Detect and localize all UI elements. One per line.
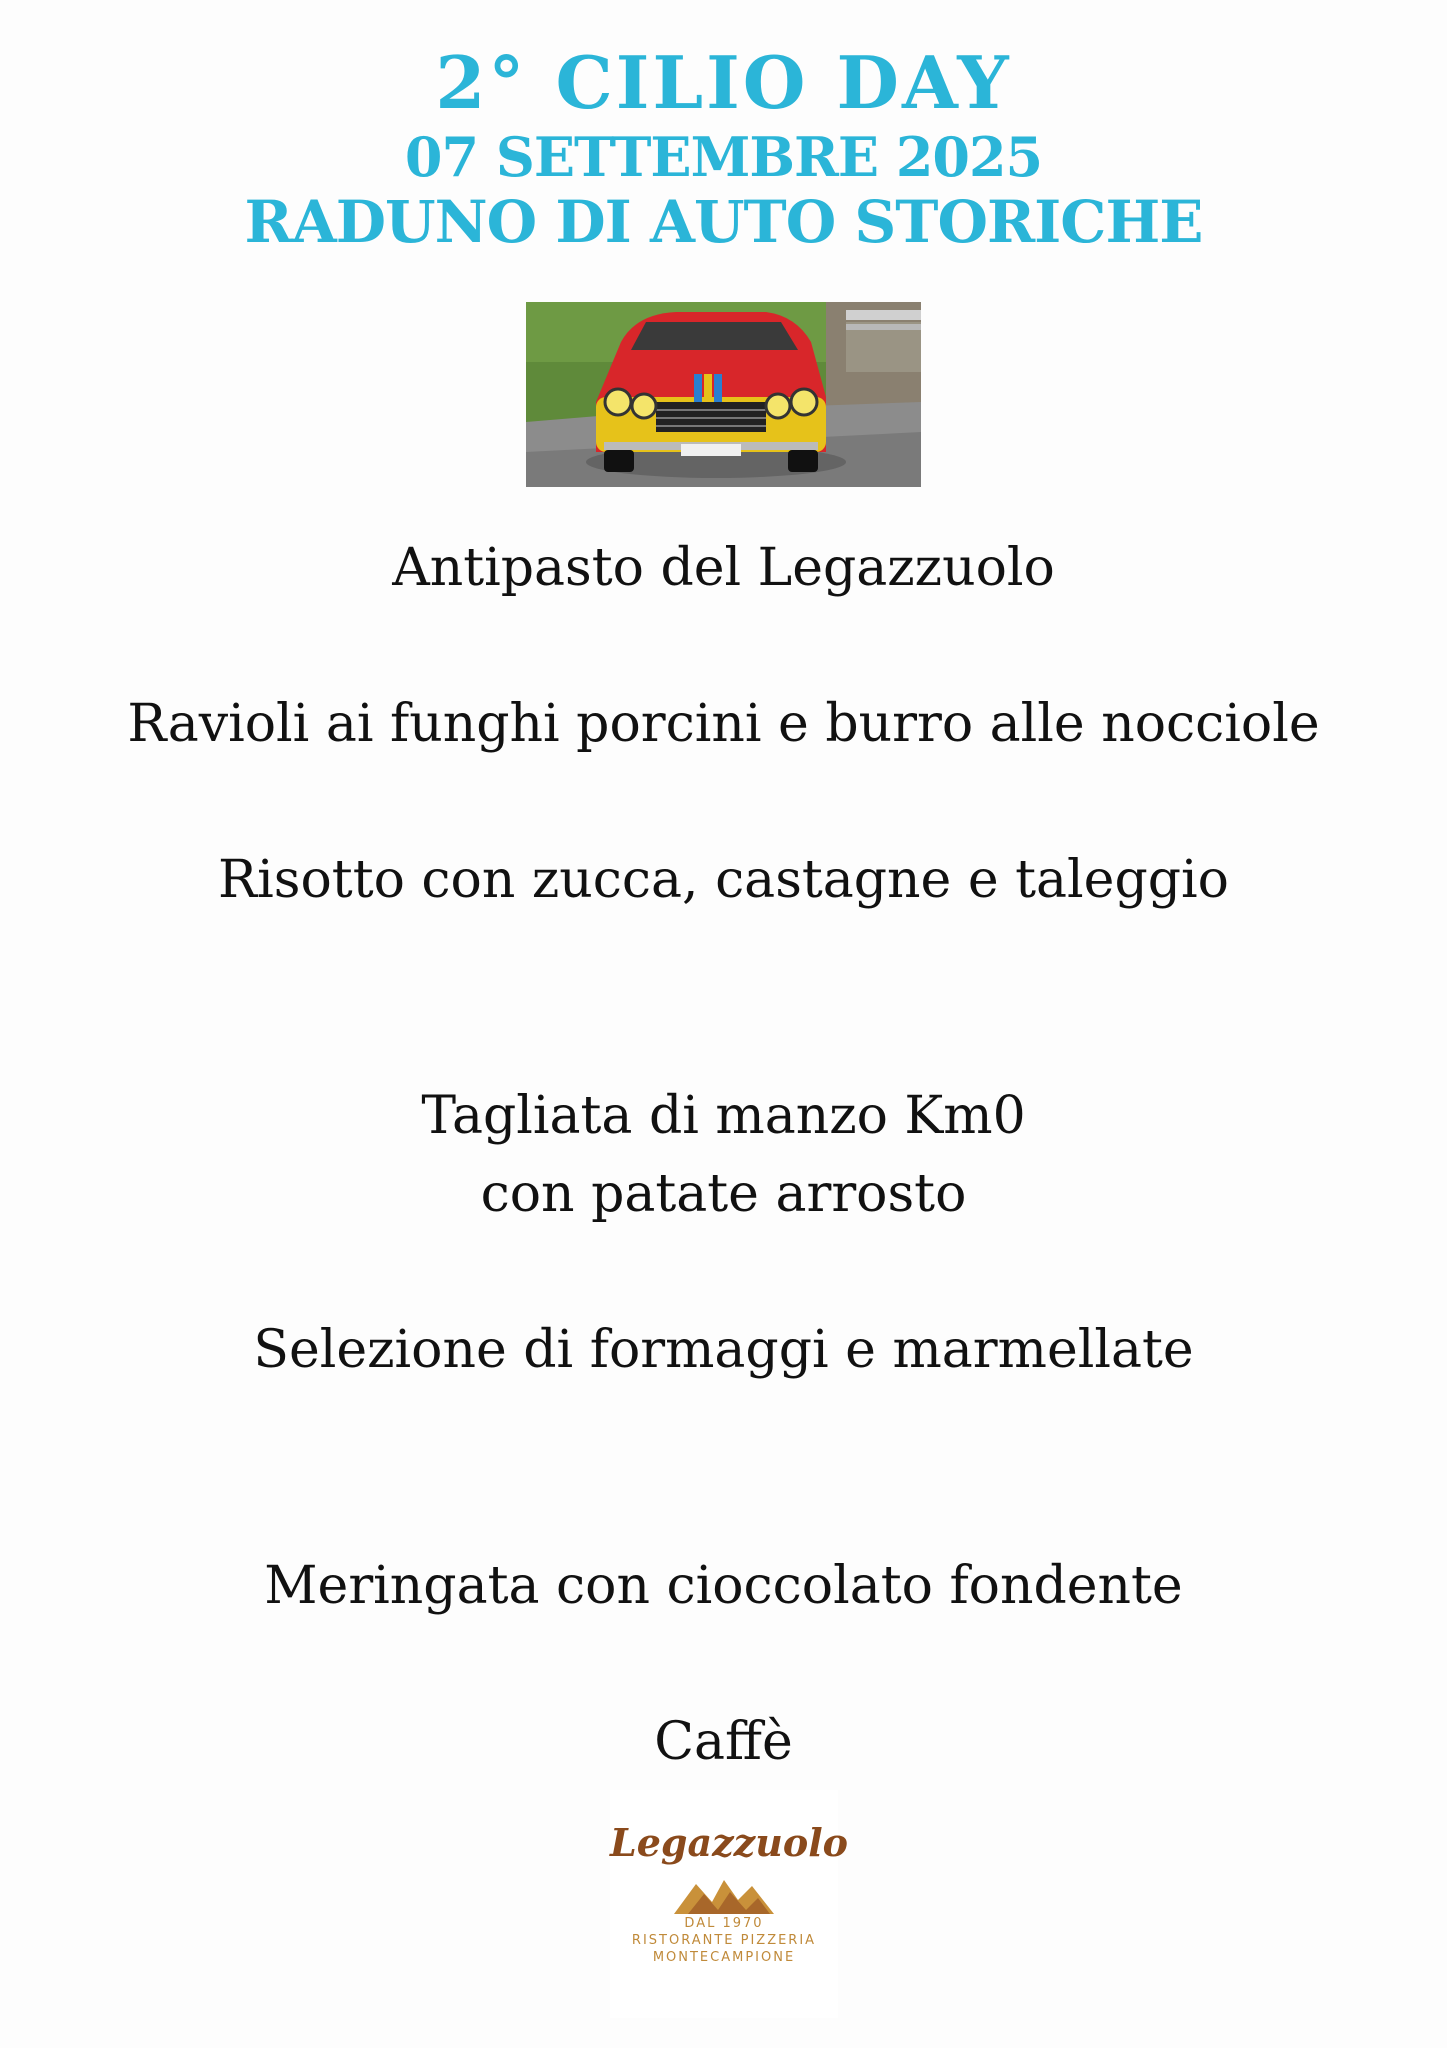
event-subtitle: RADUNO DI AUTO STORICHE [244, 188, 1203, 256]
menu-item-antipasto: Antipasto del Legazzuolo [392, 538, 1055, 598]
menu-item-tagliata-side: con patate arrosto [480, 1164, 967, 1224]
menu-item-risotto: Risotto con zucca, castagne e taleggio [218, 850, 1229, 910]
event-date: 07 SETTEMBRE 2025 [404, 125, 1043, 189]
menu-item-tagliata: Tagliata di manzo Km0 [421, 1086, 1026, 1146]
logo-since: DAL 1970 [684, 1916, 764, 1931]
logo-location: MONTECAMPIONE [652, 1950, 796, 1965]
menu-item-formaggi: Selezione di formaggi e marmellate [253, 1320, 1194, 1380]
event-title: 2° CILIO DAY [435, 40, 1012, 125]
menu-item-ravioli: Ravioli ai funghi porcini e burro alle nocciole [127, 694, 1320, 754]
menu-item-meringata: Meringata con cioccolato fondente [264, 1556, 1183, 1616]
restaurant-logo [610, 1790, 849, 2018]
menu-item-caffe: Caffè [654, 1712, 793, 1772]
vintage-car-photo [526, 302, 921, 487]
event-header [0, 40, 1447, 256]
logo-restaurant-type: RISTORANTE PIZZERIA [631, 1933, 817, 1948]
logo-wordmark: Legazzuolo [610, 1820, 849, 1865]
mountains-icon [674, 1876, 774, 1914]
